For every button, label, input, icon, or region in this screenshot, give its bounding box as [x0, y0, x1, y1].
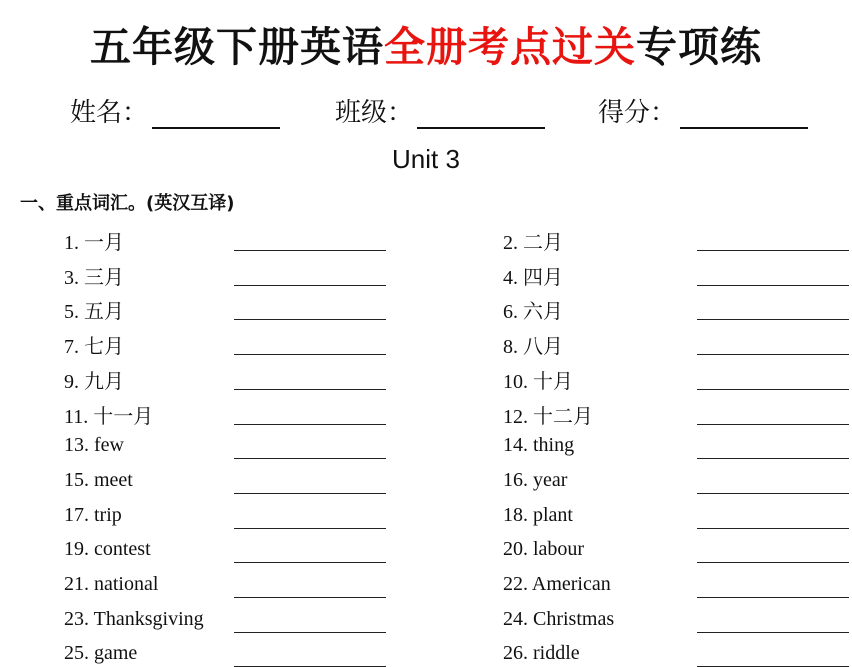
answer-blank[interactable] — [234, 424, 386, 425]
answer-blank[interactable] — [234, 389, 386, 390]
answer-blank[interactable] — [697, 319, 849, 320]
vocab-item: 10. 十月 — [503, 370, 573, 393]
answer-blank[interactable] — [697, 285, 849, 286]
class-field — [335, 92, 545, 129]
answer-blank[interactable] — [697, 562, 849, 563]
vocab-item: 11. 十一月 — [64, 405, 154, 428]
answer-blank[interactable] — [234, 528, 386, 529]
vocab-item: 7. 七月 — [64, 336, 124, 359]
answer-blank[interactable] — [697, 389, 849, 390]
answer-blank[interactable] — [234, 562, 386, 563]
vocab-item: 25. game — [64, 642, 138, 665]
vocab-item: 3. 三月 — [64, 266, 124, 289]
title-part-1: 五年级下册英语 — [90, 23, 384, 71]
class-label: 班级： — [335, 98, 414, 128]
vocab-item: 4. 四月 — [503, 266, 563, 289]
unit-heading: Unit 3 — [392, 144, 460, 174]
answer-blank[interactable] — [697, 493, 849, 494]
answer-blank[interactable] — [234, 632, 386, 633]
vocab-item: 26. riddle — [503, 642, 580, 665]
vocab-item: 15. meet — [64, 468, 133, 491]
vocab-item: 24. Christmas — [503, 607, 615, 630]
score-label: 得分： — [598, 98, 677, 128]
vocab-item: 6. 六月 — [503, 301, 563, 324]
answer-blank[interactable] — [234, 319, 386, 320]
vocab-item: 14. thing — [503, 434, 575, 457]
score-field — [598, 92, 808, 129]
page-title — [0, 14, 852, 73]
name-field — [70, 92, 280, 129]
answer-blank[interactable] — [234, 493, 386, 494]
answer-blank[interactable] — [697, 458, 849, 459]
vocab-item: 1. 一月 — [64, 232, 124, 254]
vocab-item: 23. Thanksgiving — [64, 607, 204, 630]
vocab-item: 13. few — [64, 434, 124, 457]
answer-blank[interactable] — [234, 597, 386, 598]
answer-blank[interactable] — [697, 528, 849, 529]
title-part-2-red: 全册考点过关 — [384, 23, 636, 71]
vocab-item: 16. year — [503, 468, 568, 491]
vocab-item: 8. 八月 — [503, 336, 563, 359]
name-blank[interactable] — [152, 101, 280, 129]
answer-blank[interactable] — [697, 354, 849, 355]
answer-blank[interactable] — [697, 424, 849, 425]
vocab-item: 19. contest — [64, 538, 151, 561]
vocab-item: 17. trip — [64, 503, 122, 526]
vocab-item: 22. American — [503, 573, 611, 595]
vocab-item: 5. 五月 — [64, 301, 124, 324]
answer-blank[interactable] — [234, 354, 386, 355]
section-heading: 一、重点词汇。(英汉互译) — [20, 193, 235, 214]
title-part-3: 专项练 — [636, 23, 762, 71]
score-blank[interactable] — [680, 101, 808, 129]
vocab-item: 21. national — [64, 573, 159, 595]
vocab-item: 18. plant — [503, 503, 573, 526]
answer-blank[interactable] — [234, 458, 386, 459]
answer-blank[interactable] — [697, 597, 849, 598]
answer-blank[interactable] — [697, 250, 849, 251]
answer-blank[interactable] — [234, 285, 386, 286]
answer-blank[interactable] — [234, 250, 386, 251]
class-blank[interactable] — [417, 101, 545, 129]
vocab-item: 12. 十二月 — [503, 405, 593, 428]
vocab-item: 20. labour — [503, 538, 585, 561]
answer-blank[interactable] — [697, 632, 849, 633]
vocab-item: 9. 九月 — [64, 370, 124, 393]
vocab-item: 2. 二月 — [503, 232, 563, 254]
name-label: 姓名： — [70, 98, 149, 128]
